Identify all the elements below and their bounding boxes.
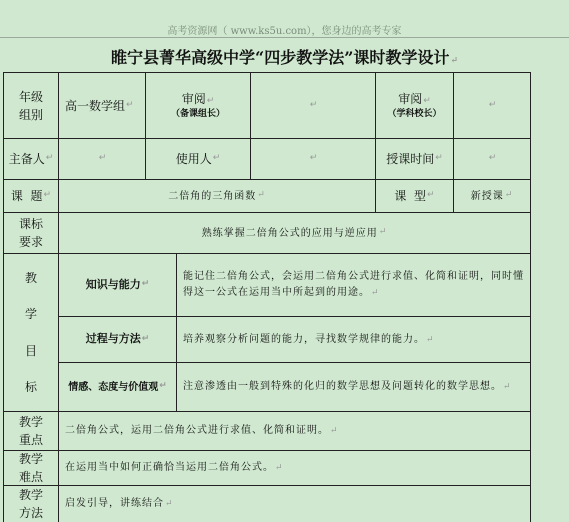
header-divider: [0, 37, 569, 38]
grade-group-label: 年级 组别: [18, 89, 43, 122]
topic-value: 二倍角的三角函数 ↵: [168, 190, 266, 202]
preparer-label: 主备人 ↵: [8, 152, 54, 166]
methods-text: 启发引导，讲练结合↵: [65, 498, 174, 510]
lesson-type-value: 新授课 ↵: [470, 190, 514, 202]
review-lead-label: 审阅↵ （备课组长）: [170, 91, 225, 119]
objective-attitude-text: 注意渗透由一般到特殊的化归的数学思想及问题转化的数学思想。↵: [183, 381, 512, 393]
curriculum-standard-label: 课标 要求: [18, 217, 43, 249]
objective-knowledge-label: 知识与能力 ↵: [85, 277, 150, 291]
user-value: ↵: [309, 153, 318, 164]
objective-attitude-label: 情感、态度与价值观 ↵: [68, 381, 167, 393]
review-lead-value: ↵: [309, 99, 318, 110]
grade-group-value: 高一数学组 ↵: [65, 98, 134, 113]
objective-knowledge-text: 能记住二倍角公式，会运用二倍角公式进行求值、化简和证明，同时懂得这一公式在运用当中所起到的用途。↵: [183, 271, 524, 298]
key-points-text: 二倍角公式，运用二倍角公式进行求值、化简和证明。↵: [65, 425, 339, 437]
lesson-time-value: ↵: [488, 153, 497, 164]
difficulties-label: 教学 难点: [18, 452, 43, 484]
review-principal-label: 审阅↵ （学科校长）: [387, 91, 442, 119]
key-points-label: 教学 重点: [18, 415, 43, 447]
topic-label: 课 题 ↵: [10, 189, 52, 203]
curriculum-standard-value: 熟练掌握二倍角公式的应用与逆应用 ↵: [201, 227, 388, 239]
review-principal-value: ↵: [488, 99, 497, 110]
lesson-time-label: 授课时间 ↵: [386, 152, 443, 166]
lesson-type-label: 课 型 ↵: [394, 189, 435, 203]
header-note: 高考资源网（ www.ks5u.com），您身边的高考专家: [167, 26, 402, 37]
preparer-value: ↵: [98, 153, 107, 164]
objective-process-label: 过程与方法 ↵: [85, 332, 150, 346]
objectives-label: 教 学 目 标: [24, 271, 37, 394]
methods-label: 教学 方法: [18, 488, 43, 520]
document-title: 睢宁县菁华高级中学“四步教学法”课时教学设计↵: [111, 48, 458, 67]
user-label: 使用人 ↵: [175, 152, 221, 166]
objective-process-text: 培养观察分析问题的能力，寻找数学规律的能力。↵: [183, 333, 435, 345]
difficulties-text: 在运用当中如何正确恰当运用二倍角公式。↵: [65, 462, 284, 474]
